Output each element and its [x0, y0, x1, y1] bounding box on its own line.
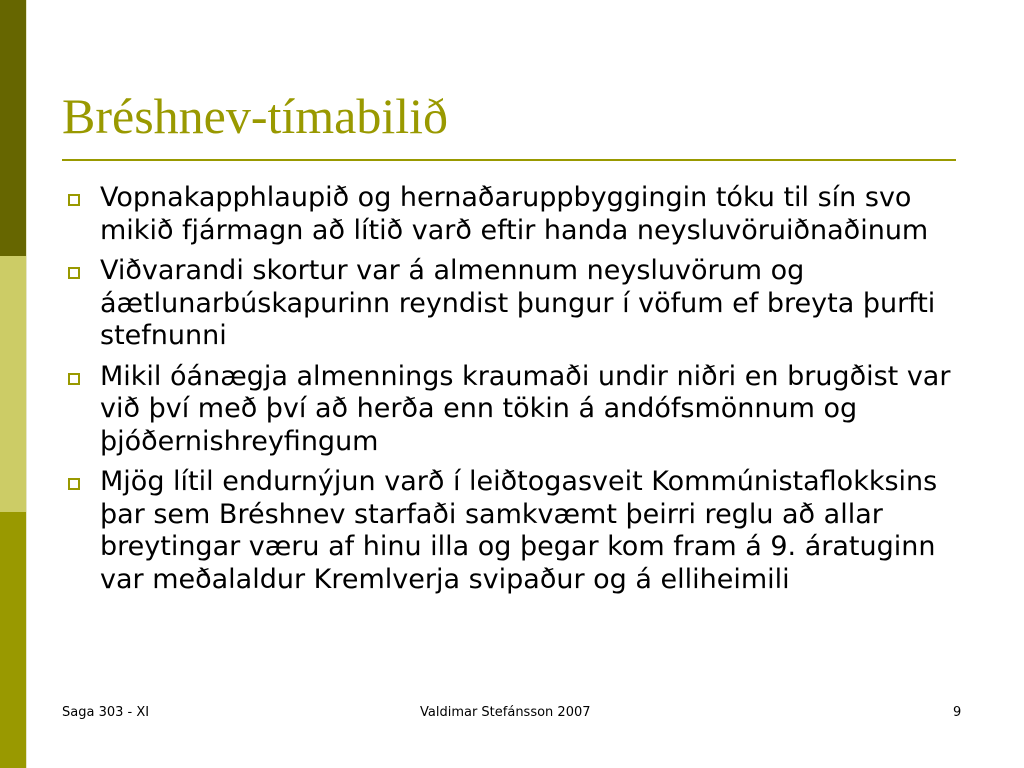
bullet-list [62, 182, 967, 604]
bullet-text: Vopnakapphlaupið og hernaðaruppbyggingin tóku til sín svo mikið fjármagn að lítið varð eftir handa neysluvöruiðnaðinum [100, 182, 929, 246]
sidebar-band-olive [0, 512, 26, 768]
title-divider [62, 159, 956, 161]
sidebar-edge-line [26, 0, 27, 768]
sidebar-band-dark [0, 0, 26, 256]
footer-author: Valdimar Stefánsson 2007 [420, 705, 591, 720]
bullet-text: Viðvarandi skortur var á almennum neysluvörum og áætlunarbúskapurinn reyndist þungur í vöfum ef breyta þurfti stefnunni [100, 255, 936, 351]
footer-page-number: 9 [953, 705, 962, 720]
hollow-square-bullet-icon [68, 373, 80, 385]
hollow-square-bullet-icon [68, 267, 80, 279]
bullet-item [62, 466, 967, 596]
bullet-item [62, 182, 967, 247]
sidebar-band-light [0, 256, 26, 512]
hollow-square-bullet-icon [68, 194, 80, 206]
slide-title: Bréshnev-tímabilið [62, 88, 449, 144]
left-decorative-sidebar [0, 0, 26, 768]
bullet-text: Mikil óánægja almennings kraumaði undir niðri en brugðist var við því með því að herða enn tökin á andófsmönnum og þjóðernishreyfingum [100, 360, 951, 457]
bullet-item [62, 361, 967, 459]
hollow-square-bullet-icon [68, 478, 80, 490]
bullet-item [62, 255, 967, 353]
footer-course-label: Saga 303 - XI [62, 705, 150, 720]
bullet-text: Mjög lítil endurnýjun varð í leiðtogasveit Kommúnistaflokksins þar sem Bréshnev starfaði samkvæmt þeirri reglu að allar breytingar væru af hinu illa og þegar kom fram á 9. áratuginn var meðalaldur Kremlverja svipaður og á elliheimili [100, 466, 938, 595]
